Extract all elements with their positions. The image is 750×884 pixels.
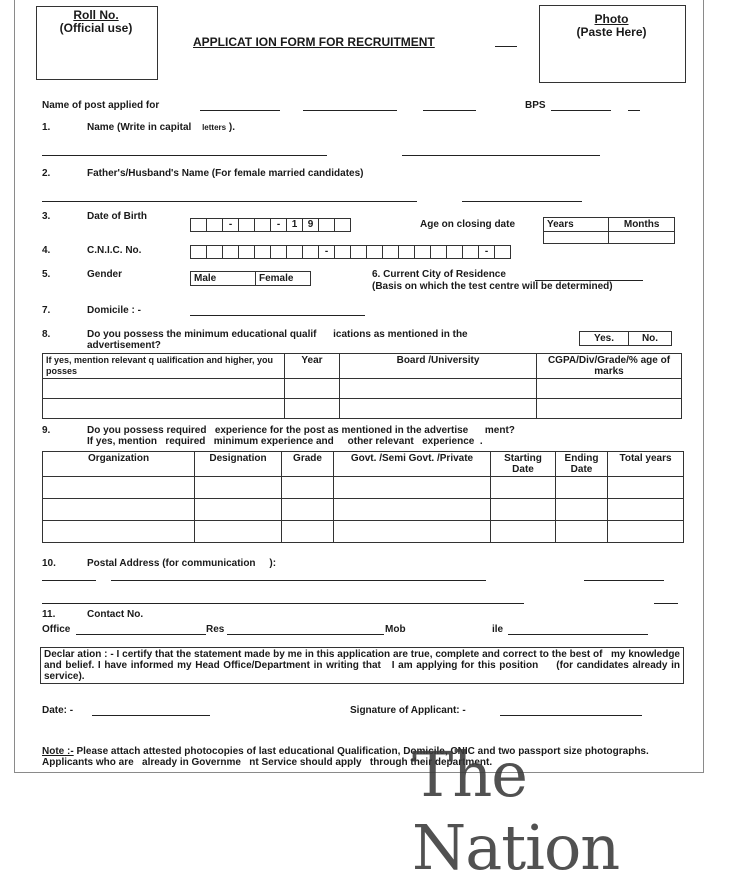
note-text: Please attach attested photocopies of last educational Qualification, Domicile, CNIC and two passport size photographs. Applicants who are already in Governme nt Service should apply through their department. xyxy=(42,746,654,768)
address-field-1[interactable] xyxy=(42,580,96,581)
months-header: Months xyxy=(609,218,675,232)
watermark-logo: The Nation xyxy=(412,738,620,884)
q8-label: Do you possess the minimum educational qualif ications as mentioned in the xyxy=(87,329,468,340)
cnic-cell[interactable] xyxy=(222,245,239,259)
signature-label: Signature of Applicant: - xyxy=(350,705,466,716)
q5-number: 5. xyxy=(42,269,51,280)
table-row xyxy=(43,477,684,499)
q2-number: 2. xyxy=(42,168,51,179)
qualification-yes[interactable]: Yes. xyxy=(580,332,629,346)
gender-table xyxy=(190,271,311,286)
mob-label: Mob xyxy=(385,624,406,635)
gender-female[interactable]: Female xyxy=(256,272,311,286)
exp-header-organization: Organization xyxy=(43,452,195,477)
qualification-no[interactable]: No. xyxy=(629,332,672,346)
q10-number: 10. xyxy=(42,558,56,569)
res-label: Res xyxy=(206,624,225,635)
q1-label-end: ). xyxy=(228,122,235,133)
gender-male[interactable]: Male xyxy=(191,272,256,286)
table-row xyxy=(43,379,682,399)
dob-cell[interactable]: 1 xyxy=(286,218,303,232)
q10-label: Postal Address (for communication ): xyxy=(87,558,277,569)
years-header: Years xyxy=(544,218,609,232)
q2-label: Father's/Husband's Name (For female married candidates) xyxy=(87,168,364,179)
cnic-cell[interactable] xyxy=(254,245,271,259)
qual-header-board: Board /University xyxy=(340,354,537,379)
age-table xyxy=(543,217,675,244)
q5-label: Gender xyxy=(87,269,123,280)
experience-table xyxy=(42,451,684,543)
name-field-2[interactable] xyxy=(402,155,600,156)
dob-cells[interactable] xyxy=(190,218,350,232)
q4-label: C.N.I.C. No. xyxy=(87,245,142,256)
signature-field[interactable] xyxy=(500,715,642,716)
q9-number: 9. xyxy=(42,425,51,436)
cnic-cell[interactable] xyxy=(302,245,319,259)
office-label: Office xyxy=(42,624,71,635)
cnic-cell[interactable] xyxy=(238,245,255,259)
age-label: Age on closing date xyxy=(420,219,516,230)
cnic-cell[interactable] xyxy=(430,245,447,259)
table-row xyxy=(43,521,684,543)
exp-header-starting: Starting Date xyxy=(491,452,556,477)
table-row xyxy=(43,499,684,521)
q9-label: Do you possess required experience for the post as mentioned in the advertise ment? xyxy=(87,425,515,436)
address-field-5[interactable] xyxy=(654,603,678,604)
cnic-cell[interactable] xyxy=(334,245,351,259)
cnic-cell[interactable] xyxy=(446,245,463,259)
q3-number: 3. xyxy=(42,211,51,222)
cnic-cell[interactable]: - xyxy=(478,245,495,259)
dob-cell[interactable] xyxy=(190,218,207,232)
qualification-table xyxy=(42,353,682,419)
photo-subtitle: (Paste Here) xyxy=(576,25,647,39)
date-field[interactable] xyxy=(92,715,210,716)
date-label: Date: - xyxy=(42,705,74,716)
domicile-field[interactable] xyxy=(190,315,365,316)
q11-number: 11. xyxy=(42,609,56,620)
exp-header-ending: Ending Date xyxy=(556,452,608,477)
cnic-cell[interactable] xyxy=(462,245,479,259)
q11-label: Contact No. xyxy=(87,609,144,620)
office-field[interactable] xyxy=(76,634,206,635)
form-title-underline xyxy=(495,46,517,47)
cnic-cell[interactable] xyxy=(414,245,431,259)
mobile-field[interactable] xyxy=(508,634,648,635)
q9-label-2: If yes, mention required minimum experience and other relevant experience . xyxy=(87,436,483,447)
q8-label-2: advertisement? xyxy=(87,340,161,351)
q1-label xyxy=(87,122,235,133)
cnic-cell[interactable] xyxy=(494,245,511,259)
cnic-cell[interactable] xyxy=(366,245,383,259)
q1-label-text: Name (Write in capital xyxy=(87,122,192,133)
dob-cell[interactable]: 9 xyxy=(302,218,319,232)
table-row xyxy=(43,399,682,419)
q1-label-small: letters xyxy=(202,123,227,132)
roll-no-title: Roll No. xyxy=(73,8,119,22)
q4-number: 4. xyxy=(42,245,51,256)
cnic-cell[interactable] xyxy=(286,245,303,259)
bps-field[interactable] xyxy=(551,110,611,111)
cnic-cell[interactable] xyxy=(350,245,367,259)
address-field-2[interactable] xyxy=(111,580,486,581)
yes-no-table xyxy=(579,331,672,346)
cnic-cell[interactable]: - xyxy=(318,245,335,259)
years-cell[interactable] xyxy=(544,232,609,244)
q1-number: 1. xyxy=(42,122,51,133)
res-field[interactable] xyxy=(227,634,384,635)
roll-no-subtitle: (Official use) xyxy=(59,21,133,35)
father-name-field-1[interactable] xyxy=(42,201,417,202)
post-field-2[interactable] xyxy=(303,110,397,111)
cnic-cell[interactable] xyxy=(206,245,223,259)
post-field-3[interactable] xyxy=(423,110,476,111)
dob-cell[interactable]: - xyxy=(222,218,239,232)
address-field-4[interactable] xyxy=(42,603,524,604)
cnic-cell[interactable] xyxy=(190,245,207,259)
declaration: Declar ation : - I certify that the statement made by me in this application are true, complete and correct to the best of my knowledge and belief. I have informed my Head Office/Department in writing that I am applying for this position (for candidates already in service). xyxy=(40,647,684,684)
bps-label: BPS xyxy=(525,100,546,111)
exp-header-designation: Designation xyxy=(195,452,282,477)
cnic-cell[interactable] xyxy=(398,245,415,259)
dob-cell[interactable] xyxy=(254,218,271,232)
q6-note: (Basis on which the test centre will be determined) xyxy=(372,281,613,292)
dob-cell[interactable] xyxy=(318,218,335,232)
q7-number: 7. xyxy=(42,305,51,316)
father-name-field-2[interactable] xyxy=(462,201,582,202)
qual-header-year: Year xyxy=(285,354,340,379)
exp-header-total: Total years xyxy=(608,452,684,477)
post-label: Name of post applied for xyxy=(42,100,160,111)
dob-cell[interactable] xyxy=(206,218,223,232)
q7-label: Domicile : - xyxy=(87,305,141,316)
cnic-cells[interactable] xyxy=(190,245,510,259)
exp-header-govt: Govt. /Semi Govt. /Private xyxy=(334,452,491,477)
dob-cell[interactable]: - xyxy=(270,218,287,232)
months-cell[interactable] xyxy=(609,232,675,244)
q6-label: 6. Current City of Residence xyxy=(372,269,506,280)
qual-header-qualification: If yes, mention relevant q ualification and higher, you posses xyxy=(43,354,285,379)
ile-label: ile xyxy=(492,624,504,635)
dob-cell[interactable] xyxy=(334,218,351,232)
qual-header-cgpa: CGPA/Div/Grade/% age of marks xyxy=(537,354,682,379)
address-field-3[interactable] xyxy=(584,580,664,581)
q8-number: 8. xyxy=(42,329,51,340)
name-field-1[interactable] xyxy=(42,155,327,156)
note-label: Note :- xyxy=(42,746,74,757)
bps-field-2[interactable] xyxy=(628,110,640,111)
photo-title: Photo xyxy=(594,12,629,26)
q3-label: Date of Birth xyxy=(87,211,147,222)
post-field-1[interactable] xyxy=(200,110,280,111)
form-title: APPLICAT ION FORM FOR RECRUITMENT xyxy=(193,35,435,49)
cnic-cell[interactable] xyxy=(270,245,287,259)
cnic-cell[interactable] xyxy=(382,245,399,259)
dob-cell[interactable] xyxy=(238,218,255,232)
exp-header-grade: Grade xyxy=(282,452,334,477)
